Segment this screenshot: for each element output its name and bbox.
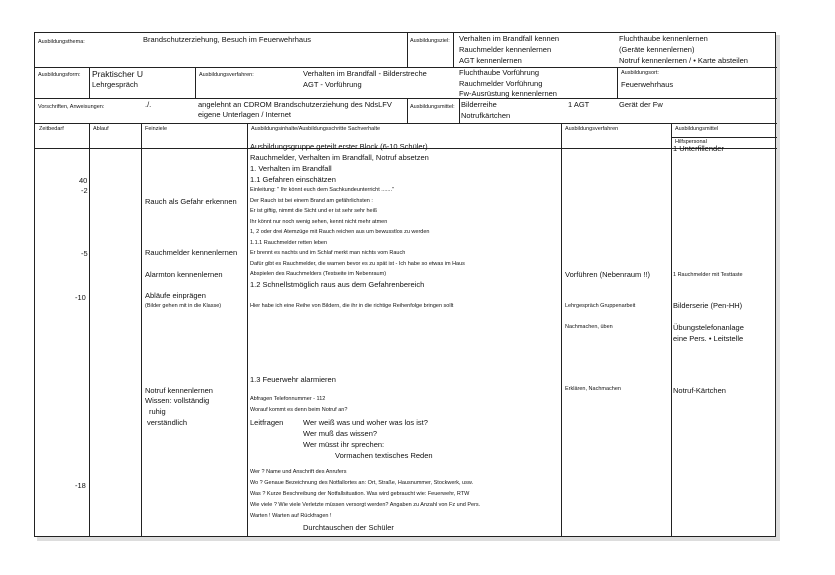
inhalt-line: 1.1 Gefahren einschätzen [250, 175, 336, 184]
inhalt-line: Abfragen Telefonnummer - 112 [250, 396, 326, 402]
inhalt-line: Hier habe ich eine Reihe von Bildern, die ihr in die richtige Reihenfolge bringen sollt [250, 303, 454, 309]
feinziel-wissen-3: verständlich [147, 418, 188, 427]
ausbildungsform-value-2: Lehrgespräch [92, 80, 138, 89]
verfahren-lehrgespraech: Lehrgespräch Gruppenarbeit [565, 303, 636, 309]
inhalt-line: Abspielen des Rauchmelders (Testseite im Nebenraum) [250, 271, 387, 277]
hilfsmittel-5: eine Pers. • Leitstelle [673, 334, 744, 343]
verfahren-erklaeren: Erklären, Nachmachen [565, 386, 621, 392]
col-divider [89, 123, 90, 536]
ausbildungsthema-label: Ausbildungsthema: [38, 39, 85, 45]
page-shadow-right [776, 35, 780, 541]
inhalt-line: Er brennt es nachts und im Schlaf merkt man nichts vom Rauch [250, 250, 406, 256]
feinziel-alarmton: Alarmton kennenlernen [145, 270, 223, 279]
col-header-feinziele: Feinziele [145, 126, 168, 132]
col-divider [195, 67, 196, 98]
hilfsmittel-header-divider [671, 137, 777, 138]
mittel-col2: 1 AGT [568, 100, 590, 109]
mittel-col1-1: Bilderreihe [461, 100, 497, 109]
ausbildungsform-value-1: Praktischer U [92, 69, 144, 79]
ziel-left-2: Rauchmelder kennenlernen [459, 45, 552, 54]
vorschriften-text-2: eigene Unterlagen / Internet [198, 110, 291, 119]
zeit-3: -5 [81, 249, 88, 258]
ausbildungsziel-label: Ausbildungsziel: [410, 38, 450, 44]
inhalt-line: 1.2 Schnellstmöglich raus aus dem Gefahrenbereich [250, 280, 425, 289]
inhalt-line: Wie viele ? Wie viele Verletzte müssen versorgt werden? Angaben zu Anzahl von Fz und Pers. [250, 502, 481, 508]
inhalt-line: Wo ? Genaue Bezeichnung des Notfallortes an: Ort, Straße, Hausnummer, Stockwerk, usw. [250, 480, 474, 486]
col-divider [671, 123, 672, 536]
col-divider [407, 33, 408, 67]
col-divider [617, 67, 618, 98]
inhalt-line: 1. Verhalten im Brandfall [250, 164, 332, 173]
col-divider [561, 123, 562, 536]
vorschriften-value: ./. [145, 100, 152, 109]
col-divider [459, 98, 460, 123]
row-divider [35, 67, 777, 68]
feinziel-wissen-1: Wissen: vollständig [145, 396, 210, 405]
ausbildungsort-value: Feuerwehrhaus [621, 80, 674, 89]
inhalt-line: 1, 2 oder drei Atemzüge mit Rauch reichen aus um bewusstlos zu werden [250, 229, 430, 235]
verfahren-right-2: Rauchmelder Vorführung [459, 79, 543, 88]
feinziel-wissen-2: ruhig [149, 407, 166, 416]
verfahren-left-1: Verhalten im Brandfall - Bilderstreche [303, 69, 427, 78]
zeit-5: -18 [75, 481, 86, 490]
inhalt-line: Wer müsst ihr sprechen: [303, 440, 385, 449]
col-divider [247, 123, 248, 536]
ausbildungsthema-value: Brandschutzerziehung, Besuch im Feuerwehrhaus [143, 35, 312, 44]
inhalt-line: 1.3 Feuerwehr alarmieren [250, 375, 336, 384]
inhalt-line: Wer weiß was und woher was los ist? [303, 418, 428, 427]
verfahren-vorfuehren: Vorführen (Nebenraum !!) [565, 270, 651, 279]
row-divider [35, 98, 777, 99]
ziel-left-3: AGT kennenlernen [459, 56, 522, 65]
inhalt-line: Er ist giftig, nimmt die Sicht und er ist sehr sehr heiß [250, 208, 378, 214]
ziel-right-2: (Geräte kennenlernen) [619, 45, 695, 54]
ausbildungsort-label: Ausbildungsort: [621, 70, 659, 76]
inhalt-line: Dafür gibt es Rauchmelder, die warnen bevor es zu spät ist - Ich habe so etwas im Haus [250, 261, 465, 267]
inhalt-line: 1.1.1 Rauchmelder retten leben [250, 240, 328, 246]
feinziel-rauchmelder: Rauchmelder kennenlernen [145, 248, 238, 257]
feinziel-ablaeufe: Abläufe einprägen [145, 291, 206, 300]
vorschriften-text-1: angelehnt an CDROM Brandschutzerziehung des NdsLFV [198, 100, 392, 109]
col-header-hilfsmittel: Ausbildungsmittel [675, 126, 719, 132]
inhalt-line: Durchtauschen der Schüler [303, 523, 394, 532]
hilfsmittel-2: 1 Rauchmelder mit Testtaste [673, 272, 743, 278]
ziel-right-1: Fluchthaube kennenlernen [619, 34, 708, 43]
col-divider [453, 33, 454, 67]
inhalt-line: Leitfragen [250, 418, 284, 427]
zeit-4: -10 [75, 293, 86, 302]
inhalt-line: Warten ! Warten auf Rückfragen ! [250, 513, 332, 519]
hilfsmittel-6: Notruf-Kärtchen [673, 386, 726, 395]
mittel-col3: Gerät der Fw [619, 100, 663, 109]
ziel-left-1: Verhalten im Brandfall kennen [459, 34, 560, 43]
inhalt-line: Ausbildungsgruppe geteilt erster Block (6-10 Schüler) [250, 142, 428, 151]
inhalt-line: Ihr könnt nur noch wenig sehen, kennt nicht mehr atmen [250, 219, 388, 225]
row-divider [35, 123, 777, 124]
zeit-1: 40 [79, 176, 88, 185]
page-shadow-bottom [37, 537, 778, 541]
col-divider [89, 67, 90, 98]
verfahren-right-3: Fw-Ausrüstung kennenlernen [459, 89, 557, 98]
inhalt-line: Worauf kommt es denn beim Notruf an? [250, 407, 348, 413]
verfahren-nachmachen: Nachmachen, üben [565, 324, 613, 330]
col-divider [141, 123, 142, 536]
inhalt-line: Der Rauch ist bei einem Brand am gefährlichsten : [250, 198, 373, 204]
hilfsmittel-3: Bilderserie (Pen-HH) [673, 301, 743, 310]
inhalt-line: Vormachen textisches Reden [335, 451, 433, 460]
vorschriften-label: Vorschriften, Anweisungen: [38, 104, 105, 110]
feinziel-bilder: (Bilder gehen mit in die Klasse) [145, 303, 222, 309]
col-header-zeitbedarf: Zeitbedarf [39, 126, 64, 132]
verfahren-left-2: AGT - Vorführung [303, 80, 362, 89]
lesson-plan-sheet [34, 32, 776, 537]
inhalt-line: Rauchmelder, Verhalten im Brandfall, Notruf absetzen [250, 153, 429, 162]
ausbildungsmittel-label: Ausbildungsmittel: [410, 104, 455, 110]
hilfsmittel-4: Übungstelefonanlage [673, 323, 744, 332]
zeit-2: -2 [81, 186, 88, 195]
verfahren-right-1: Fluchthaube Vorführung [459, 68, 540, 77]
ausbildungsform-label: Ausbildungsform: [38, 72, 81, 78]
mittel-col1-2: Notrufkärtchen [461, 111, 511, 120]
col-header-sachverhalte: Ausbildungsinhalte/Ausbildungsschritte Sachverhalte [251, 126, 381, 132]
inhalt-line: Was ? Kurze Beschreibung der Notfallsituation. Was wird gebraucht wie: Feuerwehr, RTW [250, 491, 470, 497]
col-header-ablauf: Ablauf [93, 126, 109, 132]
hilfsmittel-1: 1 Unterfillender [673, 144, 724, 153]
ziel-right-3: Notruf kennenlernen / • Karte absteilen [619, 56, 748, 65]
col-header-verfahren: Ausbildungsverfahren [565, 126, 619, 132]
col-header-hilfspersonal: Hilfspersonal [675, 139, 707, 145]
inhalt-line: Wer muß das wissen? [303, 429, 378, 438]
col-divider [407, 98, 408, 123]
inhalt-line: Wer ? Name und Anschrift des Anrufers [250, 469, 347, 475]
feinziel-rauch: Rauch als Gefahr erkennen [145, 197, 237, 206]
feinziel-notruf: Notruf kennenlernen [145, 386, 213, 395]
ausbildungsverfahren-label: Ausbildungsverfahren: [199, 72, 254, 78]
inhalt-line: Einleitung: " Ihr könnt euch dem Sachkundeunterricht ......." [250, 187, 394, 193]
